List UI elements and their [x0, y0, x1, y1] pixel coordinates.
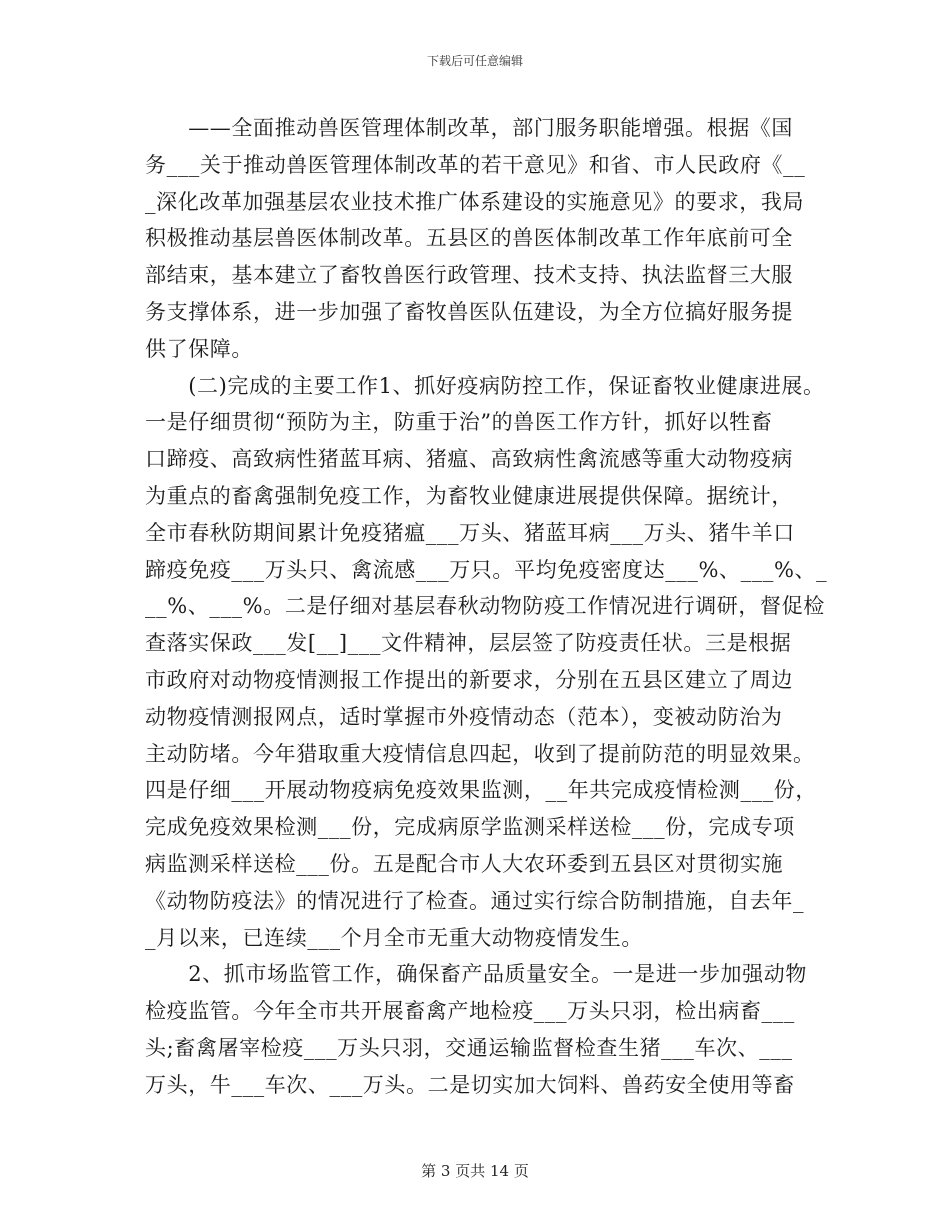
text-line: 积极推动基层兽医体制改革。五县区的兽医体制改革工作年底前可全 — [145, 226, 793, 251]
text-line: 检疫监管。今年全市共开展畜禽产地检疫___万头只羽，检出病畜___ — [145, 999, 795, 1024]
text-line: 2、抓市场监管工作，确保畜产品质量安全。一是进一步加强动物 — [145, 962, 807, 987]
text-line: __%、___%。二是仔细对基层春秋动物防疫工作情况进行调研，督促检 — [145, 594, 825, 619]
text-line: 病监测采样送检___份。五是配合市人大农环委到五县区对贯彻实施 — [145, 851, 784, 876]
text-line: 查落实保政___发[__]___文件精神，层层签了防疫责任状。三是根据 — [145, 631, 792, 656]
text-line: 全市春秋防期间累计免疫猪瘟___万头、猪蓝耳病___万头、猪牛羊口 — [145, 520, 795, 545]
text-line: 动物疫情测报网点，适时掌握市外疫情动态（范本），变被动防治为 — [145, 704, 783, 729]
page-header-note: 下载后可任意编辑 — [426, 54, 523, 68]
text-line: _深化改革加强基层农业技术推广体系建设的实施意见》的要求，我局 — [145, 189, 805, 214]
text-line: 口蹄疫、高致病性猪蓝耳病、猪瘟、高致病性禽流感等重大动物疫病 — [145, 447, 793, 472]
page-number: 第 3 页共 14 页 — [421, 1162, 529, 1180]
text-line: 万头，牛___车次、___万头。二是切实加大饲料、兽药安全使用等畜 — [145, 1072, 795, 1097]
document-body — [145, 110, 828, 1104]
text-line: 务___关于推动兽医管理体制改革的若干意见》和省、市人民政府《__ — [145, 152, 806, 177]
text-line: 蹄疫免疫___万头只、禽流感___万只。平均免疫密度达___%、___%、_ — [145, 557, 828, 582]
text-line: 一是仔细贯彻“预防为主，防重于治”的兽医工作方针，抓好以牲畜 — [145, 410, 773, 435]
text-line: 部结束，基本建立了畜牧兽医行政管理、技术支持、执法监督三大服 — [145, 263, 793, 288]
text-line: 头;畜禽屠宰检疫___万头只羽，交通运输监督检查生猪___车次、___ — [145, 1035, 793, 1060]
text-line: (二)完成的主要工作1、抓好疫病防控工作，保证畜牧业健康进展。 — [145, 373, 825, 398]
text-line: 为重点的畜禽强制免疫工作，为畜牧业健康进展提供保障。据统计， — [145, 483, 793, 508]
text-line: 四是仔细___开展动物疫病免疫效果监测，__年共完成疫情检测___份， — [145, 778, 817, 803]
text-line: 完成免疫效果检测___份，完成病原学监测采样送检___份，完成专项 — [145, 815, 795, 840]
text-line: _月以来，已连续___个月全市无重大动物疫情发生。 — [145, 925, 643, 950]
text-line: 《动物防疫法》的情况进行了检查。通过实行综合防制措施，自去年_ — [145, 888, 805, 913]
text-line: 主动防堵。今年猎取重大疫情信息四起，收到了提前防范的明显效果。 — [145, 741, 815, 766]
text-line: 务支撑体系，进一步加强了畜牧兽医队伍建设，为全方位搞好服务提 — [145, 299, 793, 324]
text-line: 供了保障。 — [145, 336, 253, 361]
text-line: 市政府对动物疫情测报工作提出的新要求，分别在五县区建立了周边 — [145, 667, 793, 692]
text-line: ——全面推动兽医管理体制改革，部门服务职能增强。根据《国 — [145, 116, 793, 140]
